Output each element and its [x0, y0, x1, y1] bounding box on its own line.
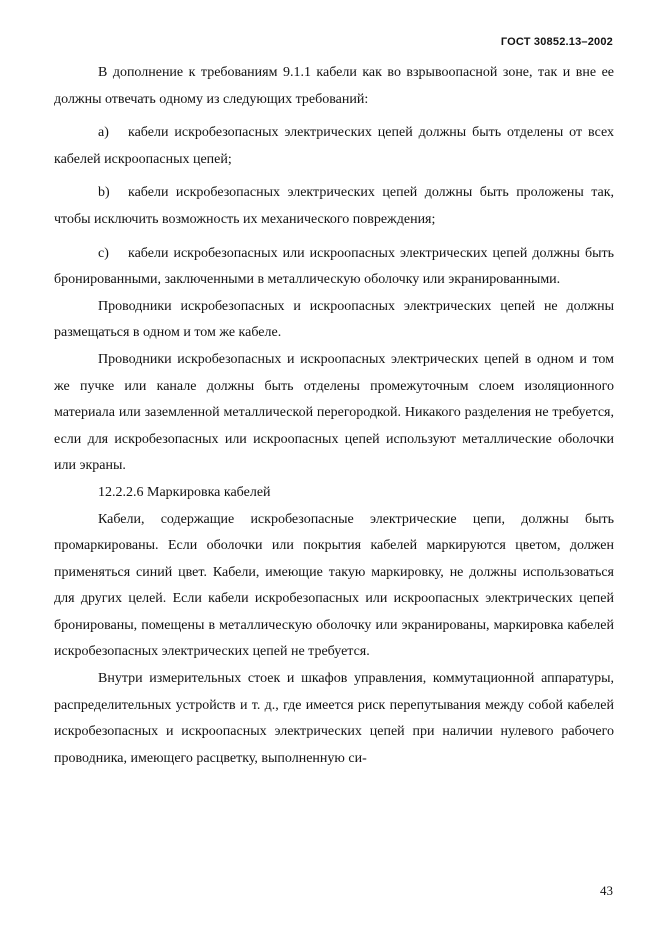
list-marker-a: a) — [98, 125, 109, 141]
paragraph-conductors: Проводники искробезопасных и искроопасных электрических цепей не должны размещаться в одном и том же кабеле. — [54, 298, 614, 341]
list-item-c-text: кабели искробезопасных или искроопасных электрических цепей должны быть бронированными, заключенными в металлическую оболочку или экранированными. — [54, 245, 614, 288]
list-item-a-text: кабели искробезопасных электрических цепей должны быть отделены от всех кабелей искроопасных цепей; — [54, 125, 614, 167]
section-heading-cable-marking: 12.2.2.6 Маркировка кабелей — [98, 484, 271, 500]
paragraph-cable-marking: Кабели, содержащие искробезопасные электрические цепи, должны быть промаркированы. Если оболочки или покрытия кабелей маркируются цветом, должен применяться синий цвет. Кабели, имеющие такую маркировку, не должны использоваться для других целей. Если кабели искробезопасных или искроопасных электрических цепей бронированы, помещены в металлическую оболочку или экранированы, маркировка кабелей искробезопасных электрических цепей не требуется. — [54, 511, 614, 660]
page-number: 43 — [600, 883, 613, 898]
list-item-a — [54, 120, 614, 173]
standard-designation: ГОСТ 30852.13–2002 — [500, 36, 613, 48]
paragraph-intro: В дополнение к требованиям 9.1.1 кабели как во взрывоопасной зоне, так и вне ее должны отвечать одному из следующих требований: — [54, 65, 614, 107]
list-item-b — [54, 180, 614, 233]
list-item-c — [54, 241, 614, 294]
paragraph-separation: Проводники искробезопасных и искроопасных электрических цепей в одном и том же пучке или канале должны быть отделены промежуточным слоем изоляционного материала или заземленной металлической перегородкой. Никакого разделения не требуется, если для искробезопасных или искроопасных цепей используют металлические оболочки или экраны. — [54, 351, 614, 474]
list-item-b-text: кабели искробезопасных электрических цепей должны быть проложены так, чтобы исключить возможность их механического повреждения; — [54, 185, 614, 227]
list-marker-c: c) — [98, 245, 109, 261]
list-marker-b: b) — [98, 185, 110, 201]
paragraph-cabinets: Внутри измерительных стоек и шкафов управления, коммутационной аппаратуры, распределительных устройств и т. д., где имеется риск перепутывания между собой кабелей искробезопасных и искроопасных электрических цепей при наличии нулевого рабочего проводника, имеющего расцветку, выполненную си- — [54, 671, 614, 766]
document-body — [54, 60, 614, 772]
